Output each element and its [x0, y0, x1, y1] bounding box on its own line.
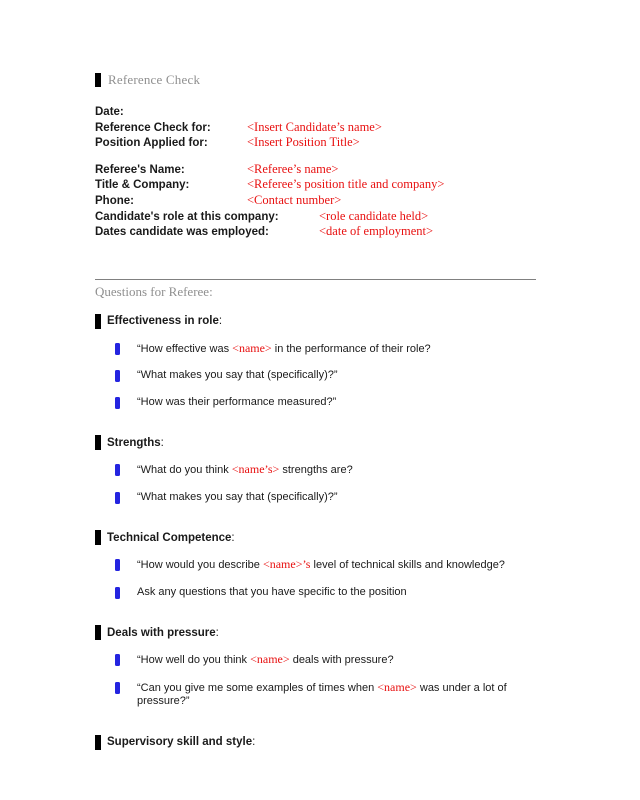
info-row — [95, 224, 536, 240]
field-label: Referee's Name: — [95, 163, 185, 176]
section-marker-icon — [95, 435, 101, 450]
field-label: Candidate's role at this company: — [95, 210, 279, 223]
questions-header: Questions for Referee: — [95, 283, 213, 299]
question-item — [95, 463, 536, 478]
info-row — [95, 105, 536, 120]
question-item — [95, 369, 536, 383]
info-row — [95, 135, 536, 151]
placeholder-value: <date of employment> — [319, 224, 434, 239]
section-heading-colon: : — [231, 531, 235, 544]
question-text-segment: Ask any questions that you have specific to the position — [137, 585, 407, 598]
question-bullet-icon — [115, 397, 120, 409]
question-text — [137, 396, 336, 410]
question-section — [95, 625, 536, 709]
info-row — [95, 209, 536, 225]
section-marker-icon — [95, 735, 101, 750]
question-text-segment: “Can you give me some examples of times when — [137, 681, 378, 694]
question-text-segment: “How would you describe — [137, 559, 263, 572]
question-text-segment: “How well do you think — [137, 654, 251, 667]
question-bullet-icon — [115, 464, 120, 476]
placeholder-value: <role candidate held> — [319, 208, 429, 223]
section-heading-label: Technical Competence — [107, 531, 232, 544]
question-text-segment: “How was their performance measured?” — [137, 395, 337, 408]
question-item — [95, 681, 536, 709]
sections — [95, 314, 536, 750]
question-text — [137, 653, 394, 668]
placeholder-value: <Referee’s name> — [247, 161, 339, 176]
info-row — [95, 120, 536, 136]
question-text-segment: was under a lot of pressure?” — [137, 681, 507, 708]
field-label: Dates candidate was employed: — [95, 226, 269, 239]
info-row — [95, 177, 536, 193]
question-section — [95, 530, 536, 599]
section-heading-colon: : — [252, 736, 256, 749]
section-marker-icon — [95, 73, 101, 87]
section-marker-icon — [95, 314, 101, 329]
question-item — [95, 491, 536, 505]
section-heading — [95, 314, 536, 329]
field-label: Phone: — [95, 194, 134, 207]
question-text-segment: in the performance of their role? — [271, 342, 431, 355]
question-text — [137, 491, 338, 505]
question-text — [137, 342, 431, 357]
placeholder-inline: <name>’s — [262, 557, 311, 572]
section-heading — [95, 735, 536, 750]
section-heading — [95, 530, 536, 545]
question-section — [95, 435, 536, 504]
field-label: Position Applied for: — [95, 137, 208, 150]
section-heading-label: Deals with pressure — [107, 626, 216, 639]
placeholder-value: <Insert Candidate’s name> — [247, 119, 382, 134]
divider — [95, 279, 536, 280]
section-heading-colon: : — [218, 315, 223, 328]
section-heading-label: Supervisory skill and style — [107, 736, 253, 749]
question-text — [137, 463, 353, 478]
question-bullet-icon — [115, 682, 120, 694]
question-text-segment: deals with pressure? — [289, 654, 394, 667]
question-bullet-icon — [115, 370, 120, 382]
question-bullet-icon — [115, 492, 120, 504]
section-marker-icon — [95, 625, 101, 640]
field-label: Reference Check for: — [95, 121, 211, 134]
question-text — [137, 369, 338, 383]
placeholder-inline: <name’s> — [231, 462, 280, 477]
field-label: Title & Company: — [95, 179, 190, 192]
section-heading — [95, 435, 536, 450]
question-bullet-icon — [115, 587, 120, 599]
info-rows — [95, 105, 536, 240]
info-row — [95, 162, 536, 178]
section-heading-colon: : — [160, 436, 164, 449]
question-item — [95, 342, 536, 357]
question-bullet-icon — [115, 559, 120, 571]
question-text-segment: strengths are? — [279, 464, 353, 477]
question-item — [95, 653, 536, 668]
question-text-segment: “What makes you say that (specifically)?” — [137, 490, 338, 503]
question-text-segment: “How effective was — [137, 342, 233, 355]
field-label: Date: — [95, 106, 124, 118]
question-bullet-icon — [115, 654, 120, 666]
section-heading-label: Effectiveness in role — [107, 315, 219, 328]
placeholder-value: <Insert Position Title> — [247, 135, 360, 150]
question-text — [137, 586, 407, 600]
info-row — [95, 193, 536, 209]
section-heading-colon: : — [215, 626, 219, 639]
section-heading-label: Strengths — [107, 436, 161, 449]
question-section — [95, 735, 536, 750]
question-text-segment: “What do you think — [137, 464, 232, 477]
question-item — [95, 586, 536, 600]
placeholder-value: <Contact number> — [247, 192, 342, 207]
placeholder-inline: <name> — [250, 652, 290, 667]
question-text-segment: level of technical skills and knowledge? — [310, 559, 505, 572]
doc-header — [95, 72, 536, 88]
placeholder-inline: <name> — [232, 340, 272, 355]
section-heading — [95, 625, 536, 640]
question-text — [137, 681, 534, 709]
placeholder-inline: <name> — [377, 679, 417, 694]
question-item — [95, 558, 536, 573]
question-text — [137, 558, 505, 573]
section-marker-icon — [95, 530, 101, 545]
question-bullet-icon — [115, 343, 120, 355]
question-text-segment: “What makes you say that (specifically)?” — [137, 369, 338, 382]
question-section — [95, 314, 536, 410]
page-title: Reference Check — [108, 72, 201, 87]
question-item — [95, 396, 536, 410]
placeholder-value: <Referee’s position title and company> — [247, 177, 445, 192]
